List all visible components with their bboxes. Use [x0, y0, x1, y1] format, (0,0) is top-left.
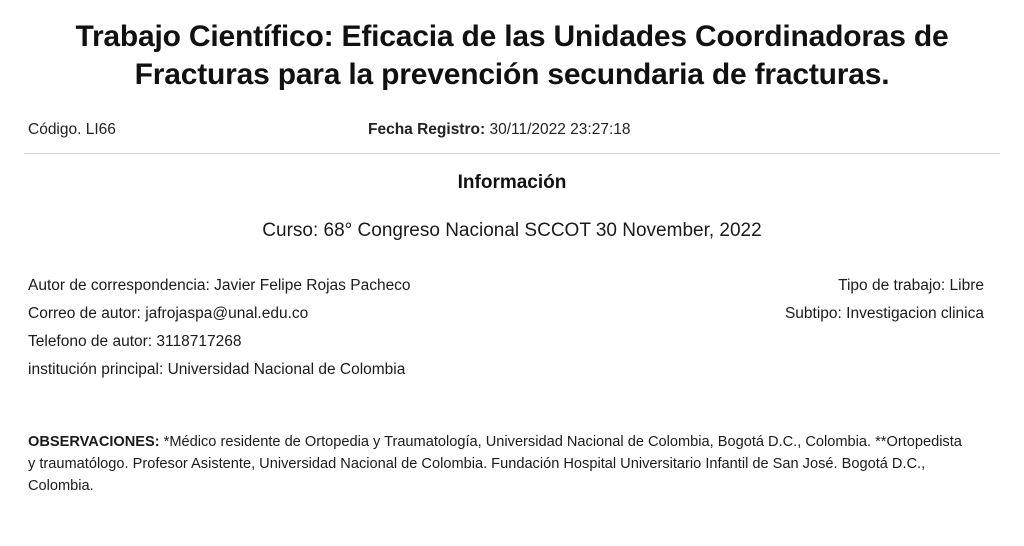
document-meta-row: [24, 121, 1000, 139]
field-subtipo: [668, 300, 984, 328]
section-title-informacion: Información: [457, 171, 567, 193]
field-label: Correo de autor:: [28, 304, 141, 322]
field-value: Investigacion clinica: [846, 304, 984, 322]
field-label: Telefono de autor:: [28, 333, 153, 351]
document-date-value: 30/11/2022 23:27:18: [489, 120, 631, 138]
field-label: Autor de correspondencia:: [28, 276, 210, 294]
field-value: Libre: [949, 276, 984, 294]
observations-label: OBSERVACIONES:: [28, 433, 160, 450]
page-title: Trabajo Científico: Eficacia de las Unidades Coordinadoras de Fracturas para la prevención secundaria de fracturas.: [75, 20, 949, 92]
info-left-column: [24, 272, 668, 385]
info-grid: [24, 272, 1000, 385]
field-correo-autor: [28, 300, 668, 328]
field-value: 3118717268: [156, 333, 242, 351]
divider: [24, 153, 1000, 154]
observations-text: *Médico residente de Ortopedia y Traumatología, Universidad Nacional de Colombia, Bogotá D.C., Colombia. **Ortopedista y traumatólogo. Profesor Asistente, Universidad Nacional de Colombia. Fundación Hospital Universitario Infantil de San José. Bogotá D.C., Colombia.: [28, 433, 962, 494]
field-label: Tipo de trabajo:: [838, 276, 946, 294]
field-label: Subtipo:: [784, 304, 842, 322]
field-value: Javier Felipe Rojas Pacheco: [214, 276, 411, 294]
document-date: [368, 121, 631, 139]
field-telefono-autor: [28, 328, 668, 356]
document-code: Código. LI66: [28, 120, 116, 138]
field-value: Universidad Nacional de Colombia: [167, 361, 406, 379]
field-tipo-trabajo: [668, 272, 984, 300]
observations: [24, 431, 1000, 498]
document-date-label: Fecha Registro:: [368, 120, 486, 138]
info-right-column: [668, 272, 1000, 385]
field-autor-correspondencia: [28, 272, 668, 300]
field-institucion-principal: [28, 356, 668, 384]
field-label: institución principal:: [28, 361, 164, 379]
field-value: jafrojaspa@unal.edu.co: [145, 304, 309, 322]
course-line: Curso: 68° Congreso Nacional SCCOT 30 November, 2022: [262, 219, 762, 241]
